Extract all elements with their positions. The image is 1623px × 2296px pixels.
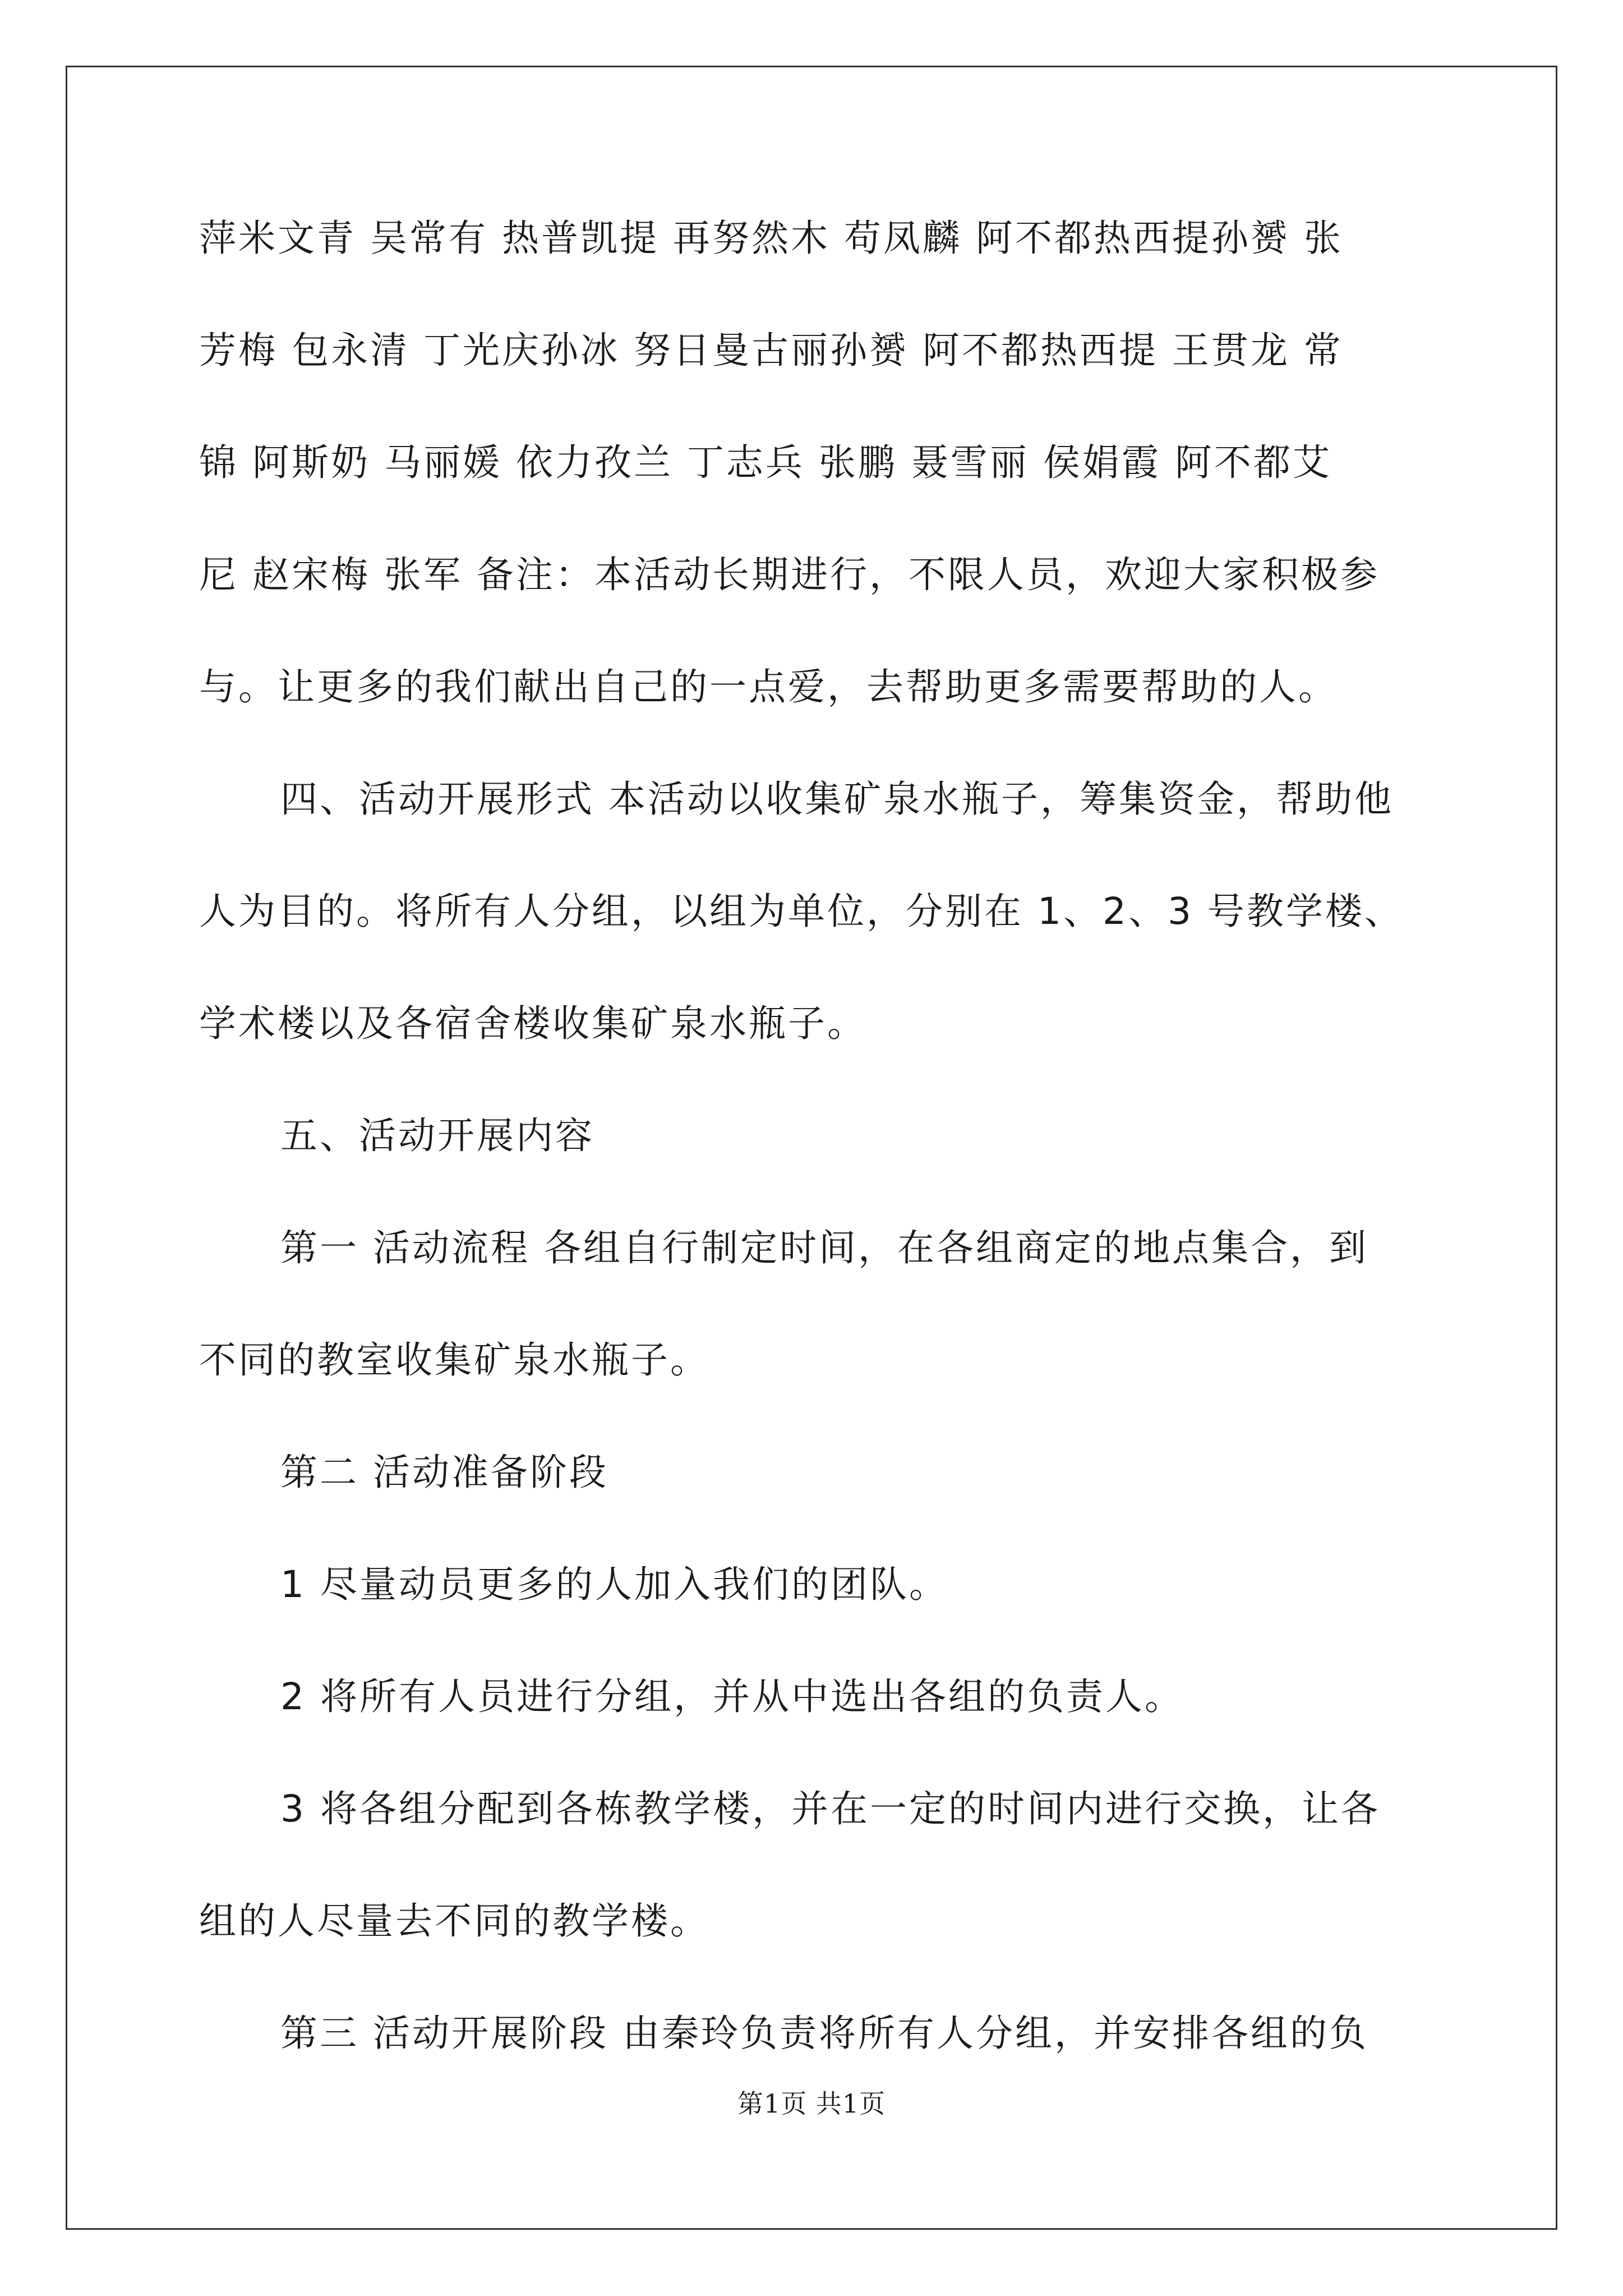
text-line: 萍米文青 吴常有 热普凯提 再努然木 苟凤麟 阿不都热西提孙赟 张: [199, 217, 1343, 260]
text-line: 组的人尽量去不同的教学楼。: [199, 1899, 709, 1943]
list-item: 3 将各组分配到各栋教学楼，并在一定的时间内进行交换，让各: [280, 1787, 1380, 1830]
text-line: 尼 赵宋梅 张军 备注：本活动长期进行，不限人员，欢迎大家积极参: [199, 553, 1380, 596]
text-line: 与。让更多的我们献出自己的一点爱，去帮助更多需要帮助的人。: [199, 665, 1338, 708]
subsection-heading: 第二 活动准备阶段: [280, 1451, 608, 1494]
text-line: 人为目的。将所有人分组，以组为单位，分别在 1、2、3 号教学楼、: [199, 890, 1404, 933]
text-line: 不同的教室收集矿泉水瓶子。: [199, 1338, 709, 1382]
list-item: 2 将所有人员进行分组，并从中选出各组的负责人。: [280, 1675, 1184, 1718]
section-heading: 五、活动开展内容: [280, 1114, 594, 1157]
text-line: 芳梅 包永清 丁光庆孙冰 努日曼古丽孙赟 阿不都热西提 王贯龙 常: [199, 329, 1343, 372]
page-footer: [0, 2087, 1623, 2120]
text-line: 四、活动开展形式 本活动以收集矿泉水瓶子，筹集资金，帮助他: [280, 777, 1394, 821]
text-line: 第三 活动开展阶段 由秦玲负责将所有人分组，并安排各组的负: [280, 2012, 1368, 2055]
list-item: 1 尽量动员更多的人加入我们的团队。: [280, 1563, 948, 1606]
text-line: 第一 活动流程 各组自行制定时间，在各组商定的地点集合，到: [280, 1226, 1368, 1269]
text-line: 学术楼以及各宿舍楼收集矿泉水瓶子。: [199, 1002, 866, 1045]
text-line: 锦 阿斯奶 马丽媛 依力孜兰 丁志兵 张鹏 聂雪丽 侯娟霞 阿不都艾: [199, 441, 1332, 484]
page-indicator: 第1页 共1页: [737, 2088, 886, 2119]
